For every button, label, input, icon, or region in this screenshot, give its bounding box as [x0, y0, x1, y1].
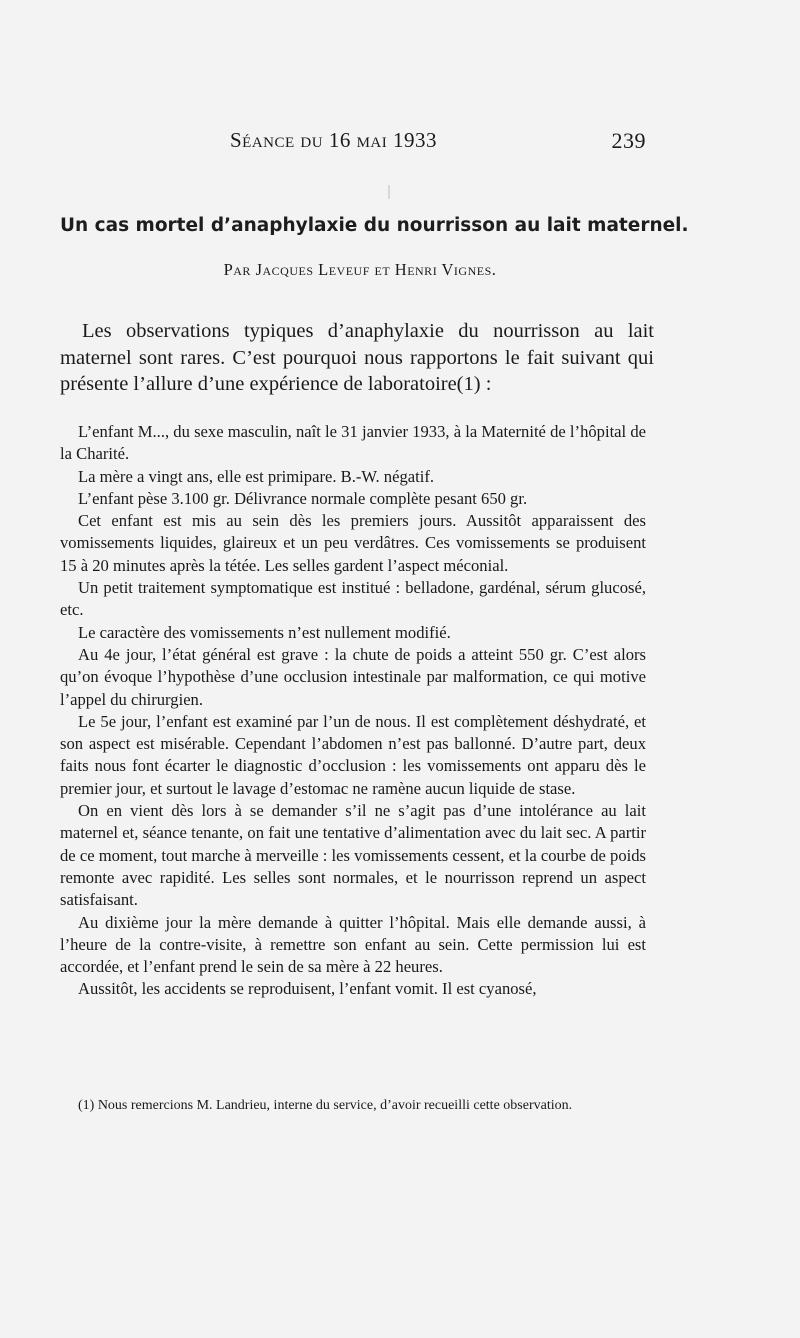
intro-paragraph	[60, 318, 654, 398]
running-head-title: Séance du 16 mai 1933	[230, 128, 438, 152]
body-paragraph: On en vient dès lors à se demander s’il ne s’agit pas d’une intolérance au lait maternel et, séance tenante, on fait une tentative d’alimentation avec du lait sec. A partir de ce moment, tout marche à merveille : les vomissements cessent, et la courbe de poids remonte avec rapidité. Les selles sont normales, et le nourrisson reprend un aspect satisfaisant.	[60, 801, 646, 910]
page-number: 239	[611, 128, 646, 153]
running-head	[230, 122, 650, 158]
scan-artifact	[388, 185, 390, 199]
body-paragraph: L’enfant pèse 3.100 gr. Délivrance normale complète pesant 650 gr.	[78, 488, 528, 508]
body-paragraph: L’enfant M..., du sexe masculin, naît le 31 janvier 1933, à la Maternité de l’hôpital de la Charité.	[60, 422, 646, 464]
footnote	[60, 1097, 652, 1115]
body-paragraph: Le caractère des vomissements n’est nullement modifié.	[78, 622, 451, 642]
body-paragraph: Aussitôt, les accidents se reproduisent, l’enfant vomit. Il est cyanosé,	[78, 979, 537, 999]
case-report	[60, 421, 646, 1001]
article-title: Un cas mortel d’anaphylaxie du nourrisson au lait maternel.	[60, 215, 689, 236]
body-paragraph: Un petit traitement symptomatique est institué : belladone, gardénal, sérum glucosé, etc.	[60, 578, 646, 620]
body-paragraph: La mère a vingt ans, elle est primipare. B.-W. négatif.	[78, 466, 435, 486]
body-paragraph: Le 5e jour, l’enfant est examiné par l’un de nous. Il est complètement déshydraté, et son aspect est misérable. Cependant l’abdomen n’est pas ballonné. D’autre part, deux faits nous font écarter le diagnostic d’occlusion : les vomissements ont apparu dès le premier jour, et surtout le lavage d’estomac ne ramène aucun liquide de stase.	[60, 711, 646, 798]
body-paragraph: Au dixième jour la mère demande à quitter l’hôpital. Mais elle demande aussi, à l’heure de la contre-visite, à remettre son enfant au sein. Cette permission lui est accordée, et l’enfant prend le sein de sa mère à 22 heures.	[60, 912, 646, 977]
intro-text: Les observations typiques d’anaphylaxie du nourrisson au lait maternel sont rares. C’est pourquoi nous rapportons le fait suivant qui présente l’allure d’une expérience de laboratoire(1) :	[60, 320, 654, 395]
body-paragraph: Cet enfant est mis au sein dès les premiers jours. Aussitôt apparaissent des vomissements liquides, glaireux et un peu verdâtres. Ces vomissements se produisent 15 à 20 minutes après la tétée. Les selles gardent l’aspect méconial.	[60, 511, 646, 575]
body-paragraph: Au 4e jour, l’état général est grave : la chute de poids a atteint 550 gr. C’est alors qu’on évoque l’hypothèse d’une occlusion intestinale par malformation, ce qui motive l’appel du chirurgien.	[60, 644, 646, 709]
article-byline: Par Jacques Leveuf et Henri Vignes.	[223, 260, 497, 279]
footnote-text: (1) Nous remercions M. Landrieu, interne du service, d’avoir recueilli cette observation.	[78, 1098, 573, 1113]
